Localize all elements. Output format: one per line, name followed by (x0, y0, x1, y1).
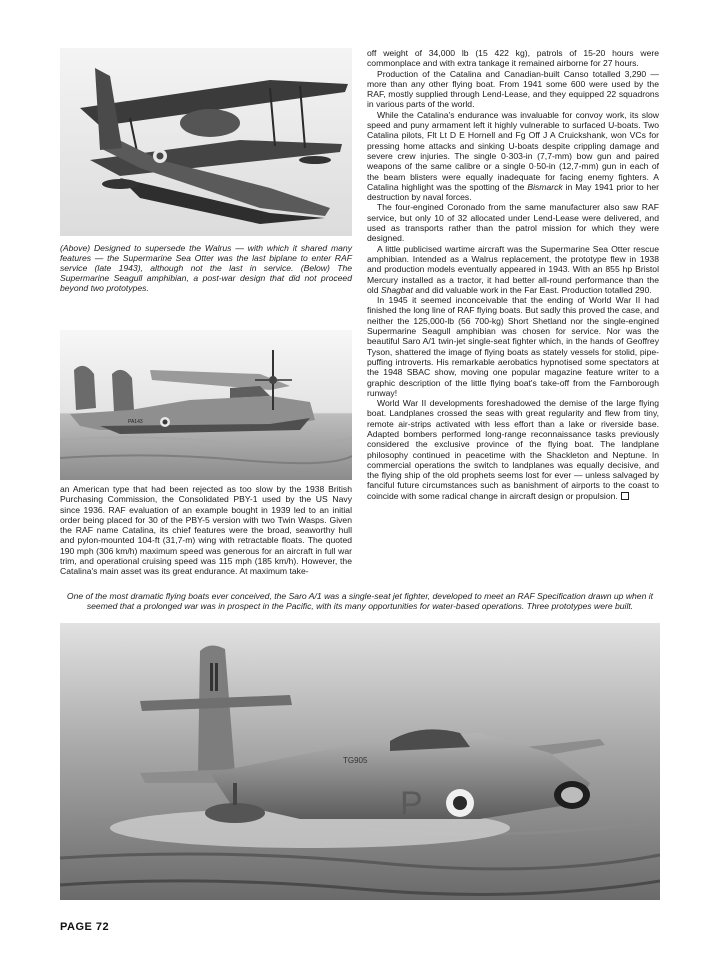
left-text-column (60, 484, 352, 588)
saro-a1-photo (60, 623, 660, 900)
left-paragraph-1: an American type that had been rejected as too slow by the 1938 British Purchasing Commission, the Consolidated PBY-1 used by the US Navy since 1936. RAF evaluation of an example bought in 1939 led to an initial order being placed for 30 of the PBY-5 version with two Twin Wasps. Given the RAF name Catalina, its chief features were the broad, seaworthy hull and pylon-mounted 104-ft (31,7-m) wing with retractable floats. The quoted 190 mph (306 km/h) maximum speed was generous for an aircraft in full war trim, and operational cruising speed was 115 mph (185 km/h). However, the Catalina's main asset was its great endurance. At maximum take- (60, 484, 352, 577)
shagbat-name: Shagbat (380, 284, 413, 295)
bismarck-name: Bismarck (527, 181, 563, 192)
right-paragraph-4: The four-engined Coronado from the same manufacturer also saw RAF service, but only 10 of 32 allocated under Lend-Lease were delivered, and used as transports rather than the patrol mission for which they were designed. (367, 202, 659, 244)
right-paragraph-3: While the Catalina's endurance was invaluable for convoy work, its slow speed and puny armament left it highly vulnerable to surfaced U-boats. Two Catalina pilots, Flt Lt D E Hornell and Fg Off J A Cruickshank, won VCs for pressing home attacks and sinking U-boats despite crippling damage and severe crew injuries. The single 0·303-in (7,7-mm) bow gun and paired weapons of the same calibre or a single 0·50-in (12,7-mm) gun in each of the beam blisters were equally inadequate for facing enemy fighters. A Catalina highlight was the spotting of the Bismarck in May 1941 prior to her destruction by naval forces. (367, 109, 659, 203)
saro-code-letter: P (400, 785, 423, 823)
seagull-serial: PA143 (128, 419, 143, 425)
right-paragraph-7: World War II developments foreshadowed the demise of the large flying boat. Landplanes crossed the seas with great regularity and flew from tiny, remote air-strips activated with less effort than a lake or riverside base. Adapted bombers performed long-range reconnaissance tasks previously considered the exclusive province of the flying boat. The landplane philosophy continued in peacetime with the Shackleton and Neptune. In commercial operations the switch to landplanes was equally decisive, and the flying ship of the old prophets seems lost for ever — unless salvaged by fanciful future circumstances such as banishment of airports to the coast to coincide with some radical change in aircraft design or propulsion. (367, 398, 659, 501)
right-paragraph-1: off weight of 34,000 lb (15 422 kg), patrols of 15-20 hours were commonplace and with extra tankage it remained airborne for 27 hours. (367, 48, 659, 69)
page-number: PAGE 72 (60, 921, 110, 933)
right-paragraph-5: A little publicised wartime aircraft was the Supermarine Sea Otter rescue amphibian. Intended as a Walrus replacement, the prototype flew in 1938 and production models eventually appeared in 1943. With an 855 hp Bristol Mercury installed as a tractor, it had better all-round performance than the old Shagbat and did valuable work in the Far East. Production totalled 290. (367, 243, 659, 295)
end-mark-icon (621, 492, 629, 500)
right-paragraph-2: Production of the Catalina and Canadian-built Canso totalled 3,290 — more than any other flying boat. From 1941 some 600 were used by the RAF, mostly supplied through Lend-Lease, and they equipped 22 squadrons in various parts of the world. (367, 68, 659, 110)
right-text-column (367, 48, 659, 588)
right-paragraph-6: In 1945 it seemed inconceivable that the ending of World War II had finished the long line of RAF flying boats. But sadly this proved the case, and neither the 125,000-lb (56 700-kg) Short Shetland nor the single-engined Supermarine Seagull amphibian was chosen for service. Nor was the beautiful Saro A/1 twin-jet single-seat fighter which, in the hands of Geoffrey Tyson, shattered the image of flying boats as stately vessels for stolid, pipe-puffing introverts. His remarkable aerobatics hypnotised some spectators at the 1948 SBAC show, moving one popular magazine feature writer to a graphic description of the little flying boat's take-off from the Farnborough runway! (367, 295, 659, 398)
saro-a1-caption: One of the most dramatic flying boats ever conceived, the Saro A/1 was a single-seat jet fighter, developed to meet an RAF Specification drawn up when it seemed that a prolonged war was in prospect in the Pacific, with its many opportunities for water-based operations. Three prototypes were built. (66, 591, 654, 611)
photo-caption-sea-otter-seagull: (Above) Designed to supersede the Walrus — with which it shared many features — the Supermarine Sea Otter was the last biplane to enter RAF service (late 1943), although not the last in service. (Below) The Supermarine Seagull amphibian, a post-war design that did not proceed beyond two prototypes. (60, 243, 352, 293)
seagull-photo (60, 330, 352, 480)
saro-serial: TG905 (343, 756, 368, 765)
sea-otter-photo (60, 48, 352, 236)
